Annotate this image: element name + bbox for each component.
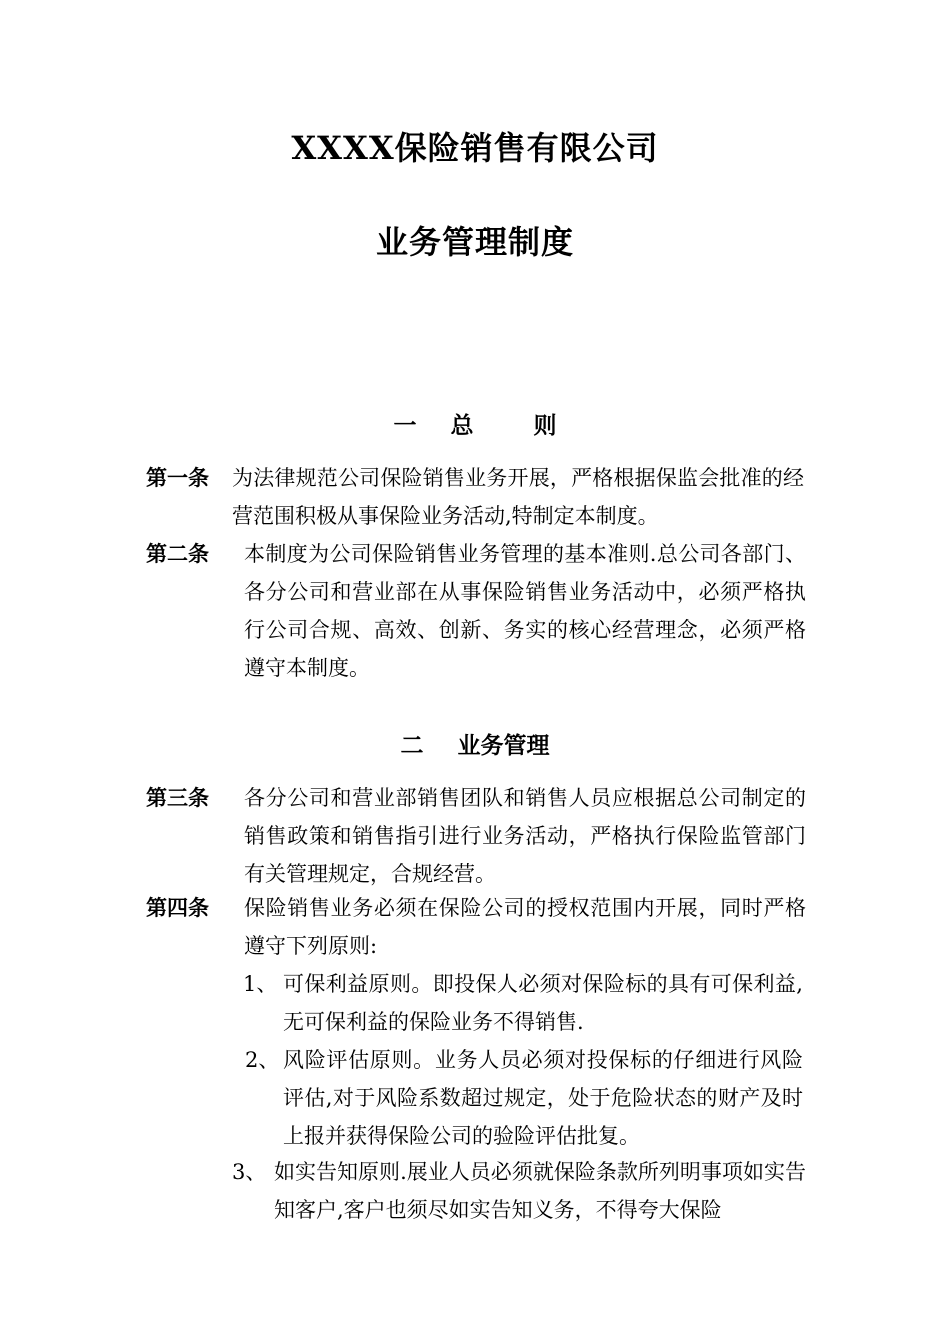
item-number: 2、 [245, 1048, 280, 1072]
article-label: 第一条 [146, 465, 209, 490]
item-text: 可保利益原则。即投保人必须对保险标的具有可保利益,无可保利益的保险业务不得销售. [283, 972, 803, 1034]
section-title: 业务管理 [457, 732, 550, 759]
document-subtitle: 业务管理制度 [375, 223, 574, 261]
article-label: 第三条 [146, 785, 209, 810]
section-number: 二 [400, 732, 424, 759]
section-heading-general [0, 411, 950, 441]
item-text: 风险评估原则。业务人员必须对投保标的仔细进行风险评估,对于风险系数超过规定，处于危险状态的财产及时上报并获得保险公司的验险评估批复。 [283, 1048, 803, 1148]
article-text: 各分公司和营业部销售团队和销售人员应根据总公司制定的销售政策和销售指引进行业务活动，严格执行保险监管部门有关管理规定，合规经营。 [244, 786, 806, 886]
article-label: 第二条 [146, 541, 209, 566]
section-heading-business-management [0, 731, 950, 761]
article-label: 第四条 [146, 895, 209, 920]
article-text: 保险销售业务必须在保险公司的授权范围内开展，同时严格遵守下列原则: [244, 896, 806, 958]
article-text: 为法律规范公司保险销售业务开展，严格根据保监会批准的经营范围积极从事保险业务活动,特制定本制度。 [232, 466, 804, 528]
item-text: 如实告知原则.展业人员必须就保险条款所列明事项如实告知客户,客户也须尽如实告知义务，不得夸大保险 [274, 1160, 806, 1222]
section-number: 一 [393, 412, 417, 439]
item-number: 3、 [232, 1160, 267, 1184]
article-text: 本制度为公司保险销售业务管理的基本准则.总公司各部门、各分公司和营业部在从事保险销售业务活动中，必须严格执行公司合规、高效、创新、务实的核心经营理念，必须严格遵守本制度。 [244, 542, 806, 680]
item-number: 1、 [243, 972, 278, 996]
section-title: 总 则 [450, 412, 583, 439]
document-title: XXXX保险销售有限公司 [291, 129, 659, 167]
